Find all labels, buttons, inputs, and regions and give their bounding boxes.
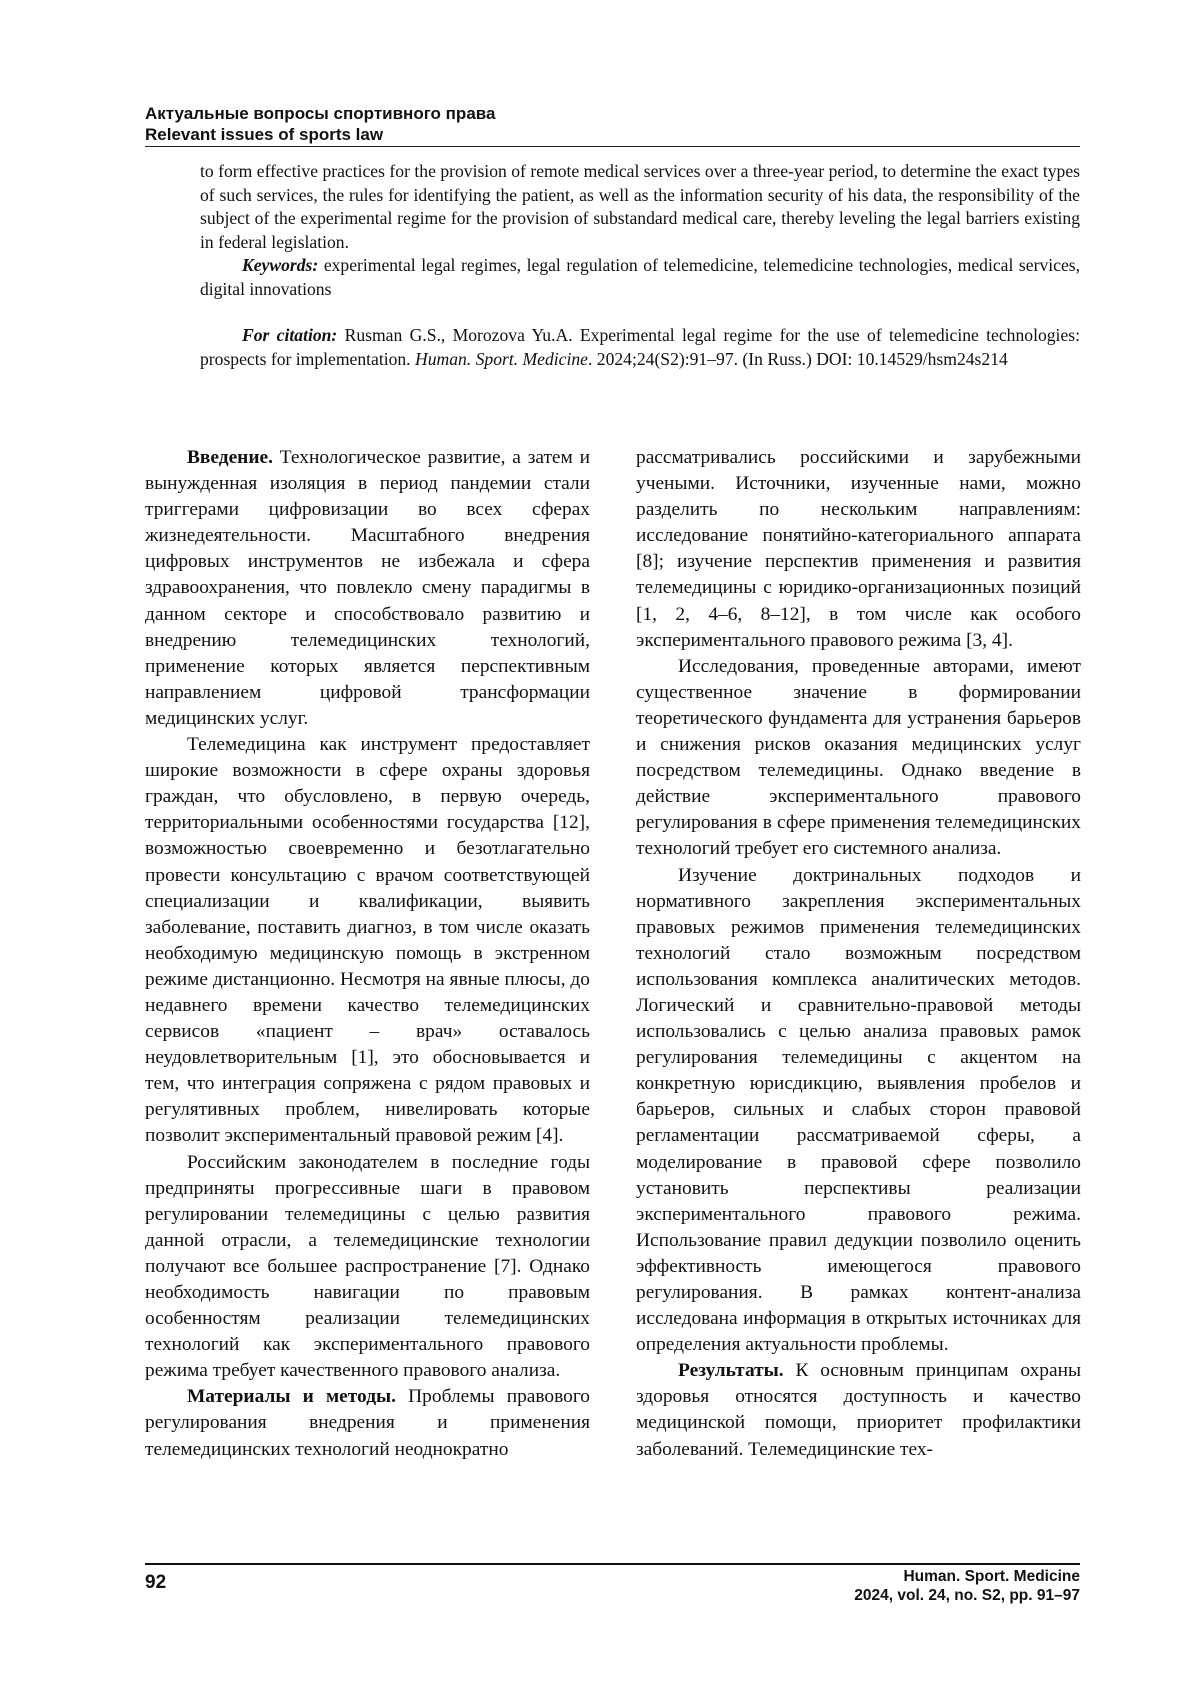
section-title-en: Relevant issues of sports law xyxy=(145,125,384,144)
citation-label: For citation: xyxy=(242,325,338,345)
results-paragraph xyxy=(636,1358,1081,1462)
right-paragraph-2: Исследования, проведенные авторами, имеют существенное значение в формировании теоретического фундамента для устранения барьеров и снижения рисков оказания медицинских услуг посредством телемедицины. Однако введение в действие экспериментального правового регулирования в сфере применения телемедицинских технологий требует его системного анализа. xyxy=(636,655,1081,860)
right-column xyxy=(636,445,1081,1463)
section-title-ru: Актуальные вопросы спортивного права xyxy=(145,104,496,123)
journal-info xyxy=(854,1567,1080,1605)
methods-paragraph xyxy=(145,1384,590,1462)
left-column xyxy=(145,445,590,1463)
footer-rule xyxy=(145,1563,1080,1565)
intro-text: Технологическое развитие, а затем и вынужденная изоляция в период пандемии стали триггерами цифровизации во всех сферах жизнедеятельности. Масштабного внедрения цифровых инструментов не избежала и сфера здравоохранения, что повлекло смену парадигмы в данном секторе и способствовало развитию и внедрению телемедицинских технологий, применение которых является перспективным направлением цифровой трансформации медицинских услуг. xyxy=(145,447,590,729)
abstract-block xyxy=(200,160,1080,371)
keywords xyxy=(200,254,1080,301)
citation-journal: Human. Sport. Medicine xyxy=(415,348,588,369)
abstract-text-end: to form effective practices for the provision of remote medical services over a three-year period, to determine the exact types of such services, the rules for identifying the patient, as well as the information security of his data, the responsibility of the subject of the experimental regime for the provision of substandard medical care, thereby leveling the legal barriers existing in federal legislation. xyxy=(200,161,1080,252)
results-heading: Результаты. xyxy=(678,1360,784,1382)
keywords-text: experimental legal regimes, legal regulation of telemedicine, telemedicine technologies, medical services, digital innovations xyxy=(200,255,1080,299)
header-rule xyxy=(145,146,1080,147)
page-number: 92 xyxy=(145,1572,167,1593)
methods-heading: Материалы и методы. xyxy=(187,1386,396,1408)
citation-details: . 2024;24(S2):91–97. (In Russ.) DOI: 10.14529/hsm24s214 xyxy=(587,348,1008,369)
intro-paragraph xyxy=(145,445,590,732)
left-paragraph-3: Российским законодателем в последние годы предприняты прогрессивные шаги в правовом регулировании телемедицины с целью развития данной отрасли, а телемедицинские технологии получают все большее распространение [7]. Однако необходимость навигации по правовым особенностям реализации телемедицинских технологий как экспериментального правового режима требует качественного правового анализа. xyxy=(145,1151,590,1382)
left-paragraph-2: Телемедицина как инструмент предоставляет широкие возможности в сфере охраны здоровья граждан, что обусловлено, в первую очередь, территориальными особенностями государства [12], возможностью своевременно и безотлагательно провести консультацию с врачом соответствующей специализации и квалификации, выявить заболевание, поставить диагноз, в том числе оказать необходимую медицинскую помощь в экстренном режиме дистанционно. Несмотря на явные плюсы, до недавнего времени качество телемедицинских сервисов «пациент – врач» оставалось неудовлетворительным [1], это обосновывается и тем, что интеграция сопряжена с рядом правовых и регулятивных проблем, нивелировать которые позволит экспериментальный правовой режим [4]. xyxy=(145,734,590,1147)
methods-text: Проблемы правового регулирования внедрения и применения телемедицинских технологий неоднократно xyxy=(145,1386,590,1460)
running-header xyxy=(145,103,1080,145)
citation xyxy=(200,324,1080,371)
journal-issue: 2024, vol. 24, no. S2, pp. 91–97 xyxy=(854,1587,1080,1604)
intro-heading: Введение. xyxy=(187,447,273,468)
right-paragraph-1: рассматривались российскими и зарубежными учеными. Источники, изученные нами, можно разделить по нескольким направлениям: исследование понятийно-категориального аппарата [8]; изучение перспектив применения и развития телемедицины с юридико-организационных позиций [1, 2, 4–6, 8–12], в том числе как особого экспериментального правового режима [3, 4]. xyxy=(636,447,1081,651)
right-paragraph-3: Изучение доктринальных подходов и нормативного закрепления экспериментальных правовых режимов применения телемедицинских технологий стало возможным посредством использования комплекса аналитических методов. Логический и сравнительно-правовой методы использовались с целью анализа правовых рамок регулирования телемедицины с акцентом на конкретную юрисдикцию, выявления пробелов и барьеров, сильных и слабых сторон правовой регламентации рассматриваемой сферы, а моделирование в правовой сфере позволило установить перспективы реализации экспериментального правового режима. Использование правил дедукции позволило оценить эффективность имеющегося правового регулирования. В рамках контент-анализа исследована информация в открытых источниках для определения актуальности проблемы. xyxy=(636,864,1081,1356)
results-text: К основным принципам охраны здоровья относятся доступность и качество медицинской помощи, приоритет профилактики заболеваний. Телемедицинские тех- xyxy=(636,1360,1081,1460)
keywords-label: Keywords: xyxy=(242,255,319,275)
citation-authors-title: Rusman G.S., Morozova Yu.A. Experimental legal regime for the use of telemedicine technologies: prospects for implementation. xyxy=(200,325,1080,369)
journal-title: Human. Sport. Medicine xyxy=(903,1568,1080,1585)
